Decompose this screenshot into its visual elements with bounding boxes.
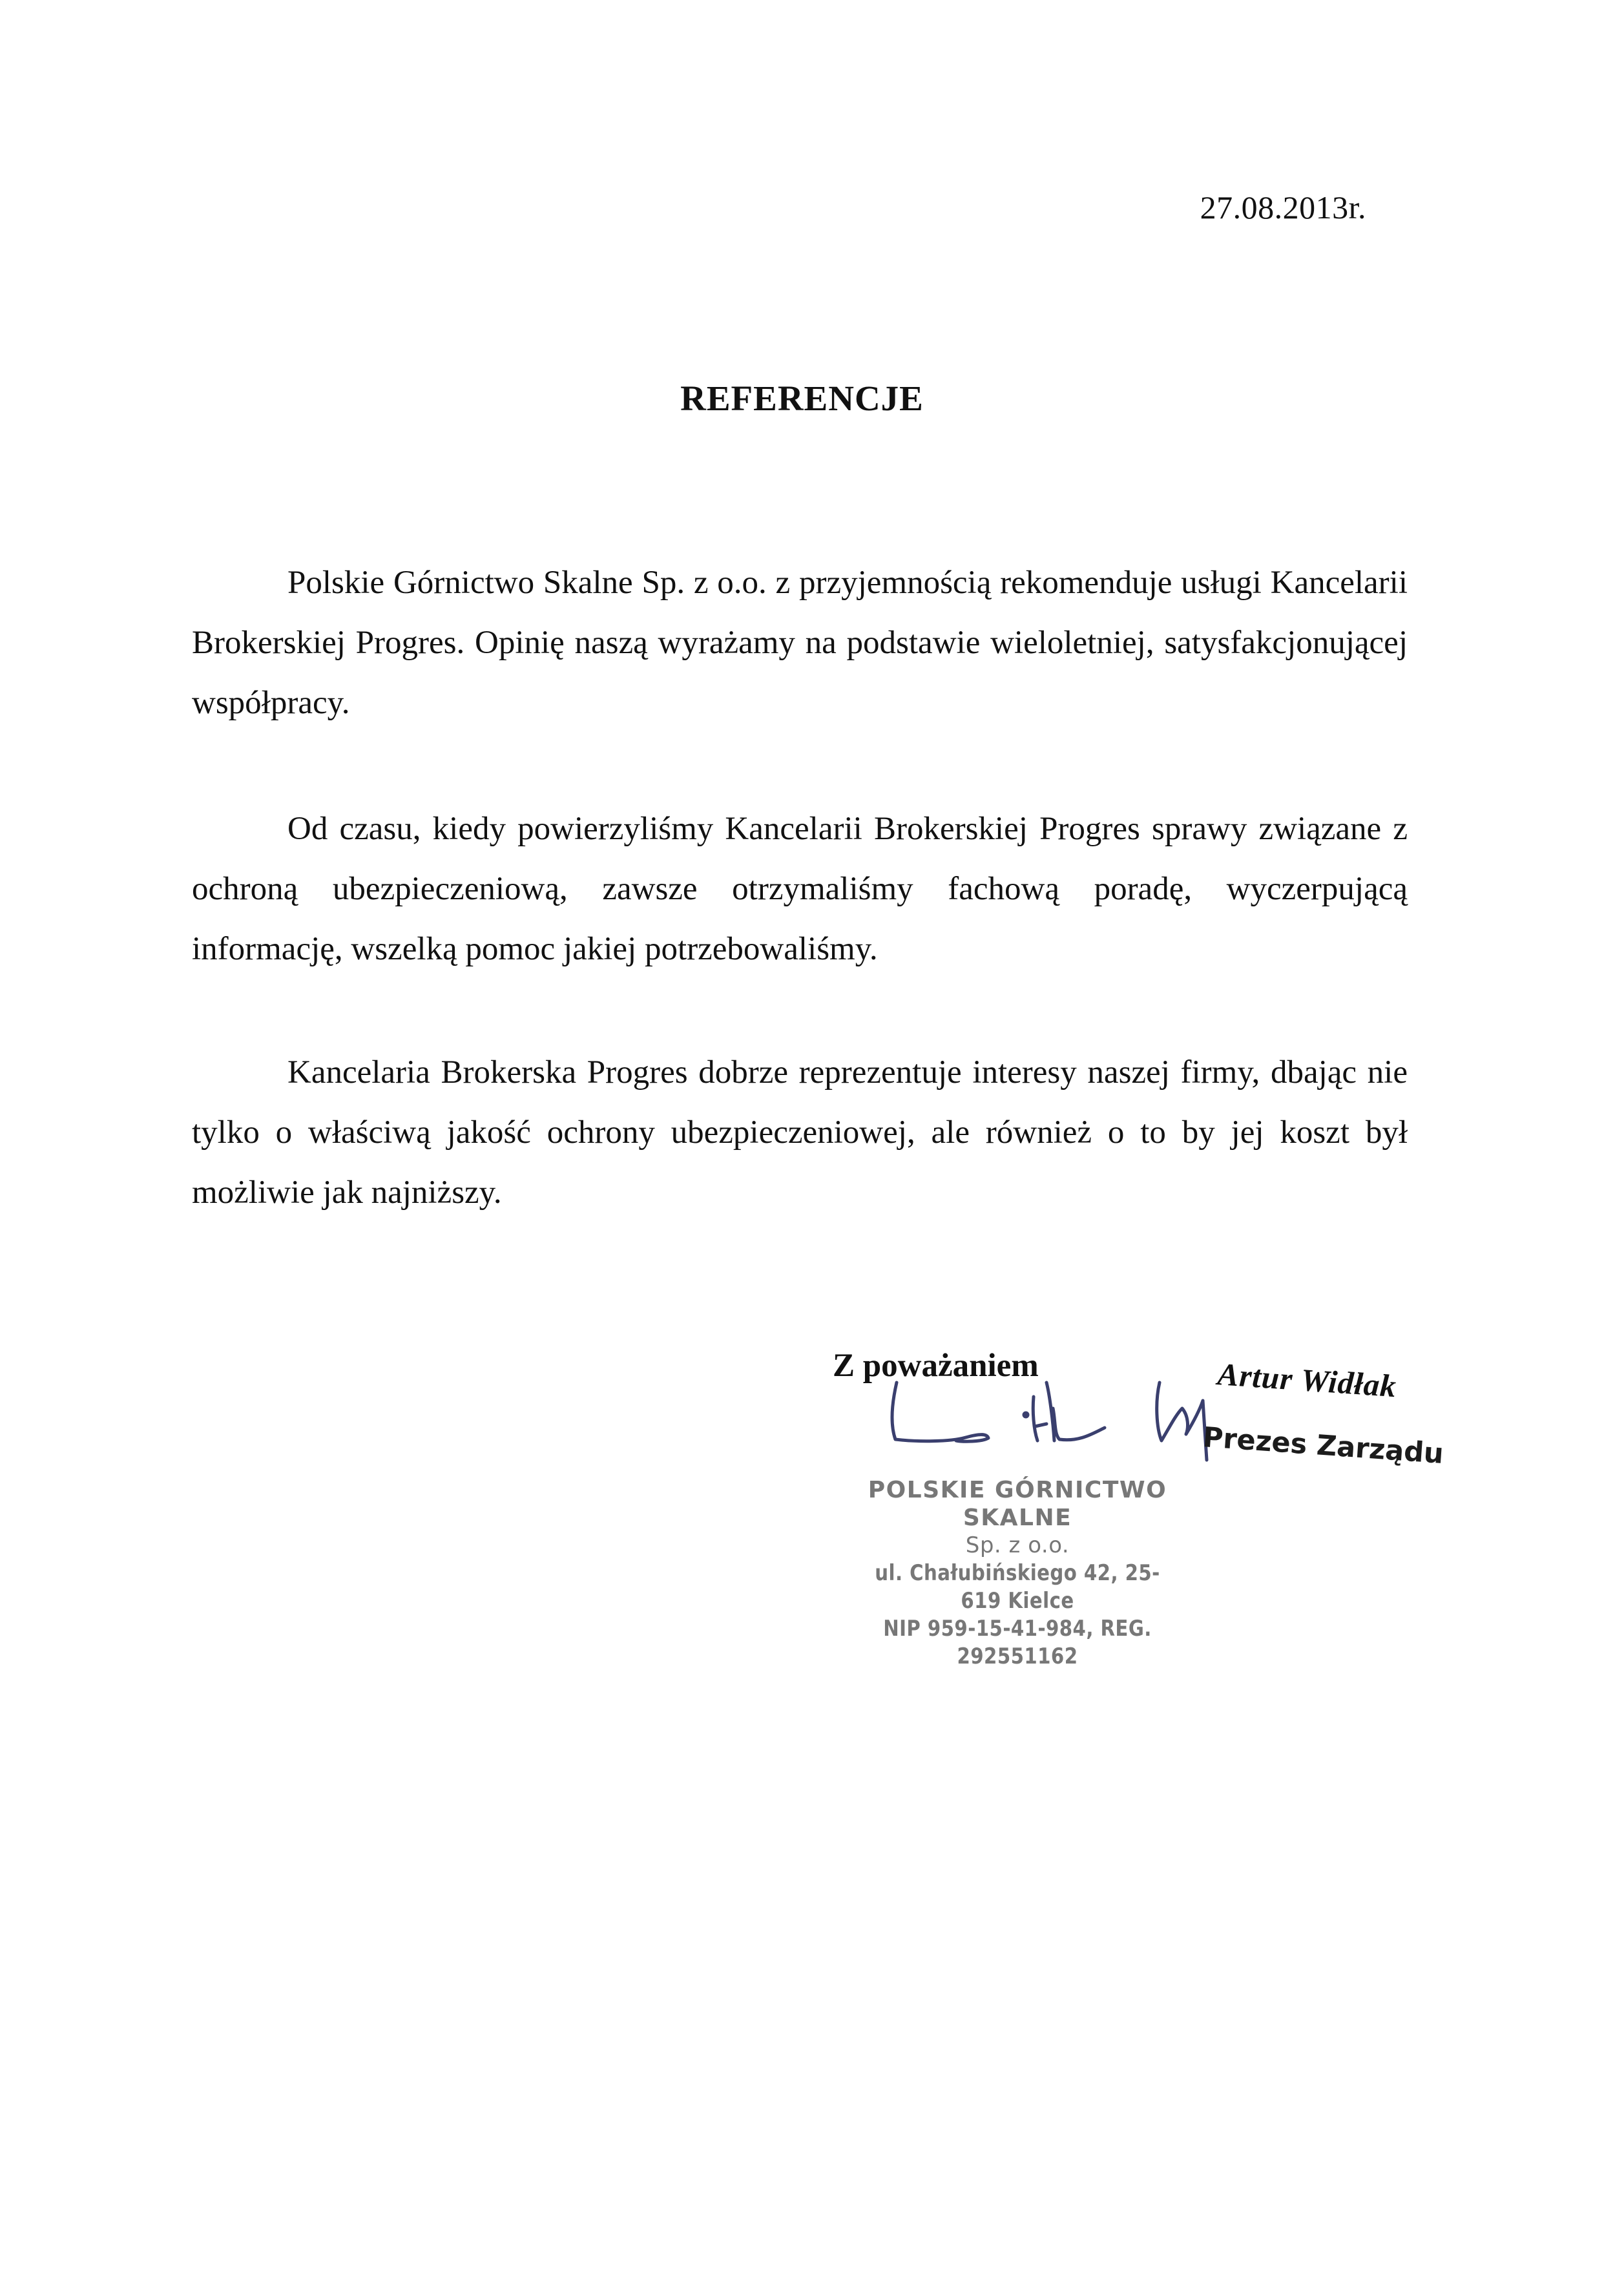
closing-salutation: Z poważaniem: [833, 1348, 1039, 1384]
stamp-legal-form: Sp. z o.o.: [965, 1532, 1070, 1558]
signer-role: Prezes Zarządu: [1202, 1421, 1445, 1470]
document-date: 27.08.2013r.: [1200, 189, 1366, 225]
document-title: REFERENCJE: [680, 379, 924, 418]
body-paragraph-1: Polskie Górnictwo Skalne Sp. z o.o. z przyjemnością rekomenduje usługi Kancelarii Brokerskiej Progres. Opinię naszą wyrażamy na podstawie wieloletniej, satysfakcjonującej współpracy.: [192, 565, 1408, 721]
company-stamp: [833, 1476, 1202, 1671]
body-paragraph-3: Kancelaria Brokerska Progres dobrze reprezentuje interesy naszej firmy, dbając nie tylko o właściwą jakość ochrony ubezpieczeniowej, ale również o to by jej koszt był możliwie jak najniższy.: [192, 1054, 1408, 1211]
stamp-company-name: POLSKIE GÓRNICTWO SKALNE: [868, 1477, 1167, 1531]
body-paragraph-2: Od czasu, kiedy powierzyliśmy Kancelarii Brokerskiej Progres sprawy związane z ochroną ubezpieczeniową, zawsze otrzymaliśmy fachową poradę, wyczerpującą informację, wszelką pomoc jakiej potrzebowaliśmy.: [192, 811, 1408, 967]
stamp-address: ul. Chałubińskiego 42, 25-619 Kielce: [875, 1560, 1160, 1614]
stamp-registry: NIP 959-15-41-984, REG. 292551162: [883, 1616, 1152, 1669]
handwritten-signature: [885, 1370, 1247, 1473]
signer-name: Artur Widłak: [1216, 1356, 1398, 1404]
